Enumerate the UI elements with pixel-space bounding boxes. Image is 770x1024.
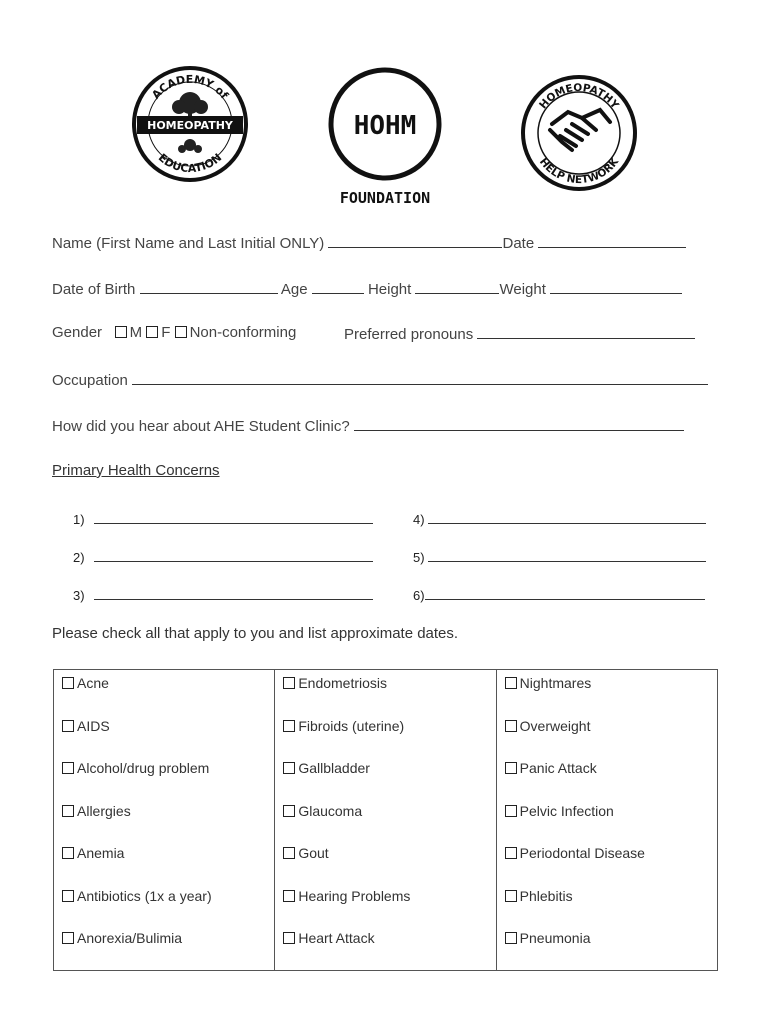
gender-nc-checkbox[interactable] [175,326,187,338]
condition-label: Pelvic Infection [519,802,614,819]
condition-item[interactable] [497,927,717,970]
concern-2-field[interactable] [94,549,373,562]
condition-item[interactable] [275,842,495,885]
condition-item[interactable] [275,715,495,758]
pronouns-field[interactable] [477,324,695,339]
condition-label: Allergies [77,802,131,819]
concern-6-field[interactable] [425,587,705,600]
hear-label: How did you hear about AHE Student Clinic? [52,418,350,435]
condition-item[interactable] [497,842,717,885]
height-field[interactable] [415,279,499,294]
logo-left-bottom: EDUCATION [155,150,225,176]
logo-left-top: ACADEMY of [149,72,231,102]
occupation-row [52,370,708,389]
gender-row [52,324,296,341]
condition-checkbox[interactable] [505,677,517,689]
condition-label: Fibroids (uterine) [298,717,405,734]
hohm-mark: HOHM [353,111,417,141]
hear-row [52,416,684,435]
pronouns-label: Preferred pronouns [344,326,474,343]
condition-checkbox[interactable] [505,762,517,774]
gender-m-label: M [129,324,143,341]
conditions-column-2 [275,670,496,971]
hohm-logo [327,64,443,210]
condition-item[interactable] [497,800,717,843]
concern-5-field[interactable] [428,549,706,562]
condition-checkbox[interactable] [62,932,74,944]
svg-text:EDUCATION [156,151,224,175]
condition-label: Glaucoma [298,802,363,819]
hear-field[interactable] [354,416,684,431]
condition-label: Anemia [77,845,125,861]
condition-checkbox[interactable] [62,805,74,817]
age-label: Age [280,281,308,298]
conditions-column-3 [496,670,717,971]
condition-item[interactable] [54,672,274,715]
concern-6 [413,587,705,603]
occupation-label: Occupation [52,372,128,389]
condition-item[interactable] [275,672,495,715]
gender-label: Gender [52,324,103,341]
condition-checkbox[interactable] [283,762,295,774]
condition-item[interactable] [497,757,717,800]
condition-checkbox[interactable] [505,720,517,732]
concern-1-number: 1) [73,512,85,527]
handshake-icon [550,110,610,150]
condition-item[interactable] [54,757,274,800]
academy-logo [131,65,249,183]
condition-item[interactable] [275,757,495,800]
condition-item[interactable] [54,715,274,758]
dob-row [52,279,682,298]
checklist-instruction: Please check all that apply to you and list approximate dates. [52,625,459,642]
hohm-caption: FOUNDATION [339,189,431,207]
conditions-column-1 [54,670,275,971]
pronouns-row [344,324,695,343]
condition-checkbox[interactable] [505,932,517,944]
concern-3-field[interactable] [94,587,373,600]
condition-label: AIDS [77,717,110,734]
condition-checkbox[interactable] [62,720,74,732]
gender-nc-label: Non-conforming [189,324,297,341]
condition-label: Phlebitis [519,887,573,904]
condition-label: Panic Attack [519,760,597,776]
gender-f-label: F [161,324,171,341]
dob-label: Date of Birth [52,281,136,298]
logo-left-band: HOMEOPATHY [147,119,233,132]
name-field[interactable] [328,233,502,248]
concern-3-number: 3) [73,588,85,603]
condition-checkbox[interactable] [62,847,74,859]
concern-6-number: 6) [413,588,425,603]
condition-item[interactable] [497,885,717,928]
name-label: Name (First Name and Last Initial ONLY) [52,235,325,252]
gender-m-checkbox[interactable] [115,326,127,338]
condition-checkbox[interactable] [505,805,517,817]
condition-label: Heart Attack [298,930,375,946]
condition-item[interactable] [275,885,495,928]
condition-item[interactable] [497,672,717,715]
condition-label: Periodontal Disease [519,845,645,861]
help-network-logo [520,74,638,192]
height-label: Height [367,281,412,298]
concern-5-number: 5) [413,550,425,565]
concern-4-number: 4) [413,512,425,527]
condition-checkbox[interactable] [283,677,295,689]
concern-2-number: 2) [73,550,85,565]
condition-item[interactable] [497,715,717,758]
date-field[interactable] [538,233,686,248]
condition-label: Hearing Problems [298,887,411,904]
condition-item[interactable] [275,800,495,843]
condition-checkbox[interactable] [283,847,295,859]
concern-4-field[interactable] [428,511,706,524]
condition-checkbox[interactable] [505,890,517,902]
name-row [52,233,686,252]
concern-1-field[interactable] [94,511,373,524]
condition-checkbox[interactable] [283,805,295,817]
condition-item[interactable] [275,927,495,970]
condition-label: Alcohol/drug problem [77,760,210,776]
occupation-field[interactable] [132,370,708,385]
logo-right-top: HOMEOPATHY [537,81,621,112]
logo-right-bottom: HELP NETWORK [536,155,622,187]
condition-checkbox[interactable] [62,762,74,774]
concern-1 [73,511,373,527]
condition-label: Gout [298,845,329,861]
condition-checkbox[interactable] [505,847,517,859]
concern-2 [73,549,373,565]
gender-f-checkbox[interactable] [146,326,158,338]
condition-label: Overweight [519,717,591,734]
condition-item[interactable] [54,885,274,928]
condition-item[interactable] [54,800,274,843]
dob-field[interactable] [140,279,278,294]
age-field[interactable] [312,279,364,294]
condition-label: Pneumonia [519,930,591,946]
condition-checkbox[interactable] [283,890,295,902]
conditions-table [53,669,718,971]
weight-label: Weight [499,281,546,298]
condition-label: Anorexia/Bulimia [77,930,183,946]
condition-checkbox[interactable] [283,932,295,944]
date-label: Date [502,235,535,252]
condition-label: Antibiotics (1x a year) [77,887,212,904]
condition-label: Acne [77,675,109,691]
concern-4 [413,511,706,527]
condition-label: Endometriosis [298,675,388,691]
condition-item[interactable] [54,927,274,970]
condition-checkbox[interactable] [62,677,74,689]
weight-field[interactable] [550,279,682,294]
concern-3 [73,587,373,603]
condition-checkbox[interactable] [62,890,74,902]
condition-item[interactable] [54,842,274,885]
condition-label: Gallbladder [298,760,370,776]
concern-5 [413,549,706,565]
condition-checkbox[interactable] [283,720,295,732]
condition-label: Nightmares [519,675,592,691]
concerns-heading: Primary Health Concerns [52,462,220,479]
